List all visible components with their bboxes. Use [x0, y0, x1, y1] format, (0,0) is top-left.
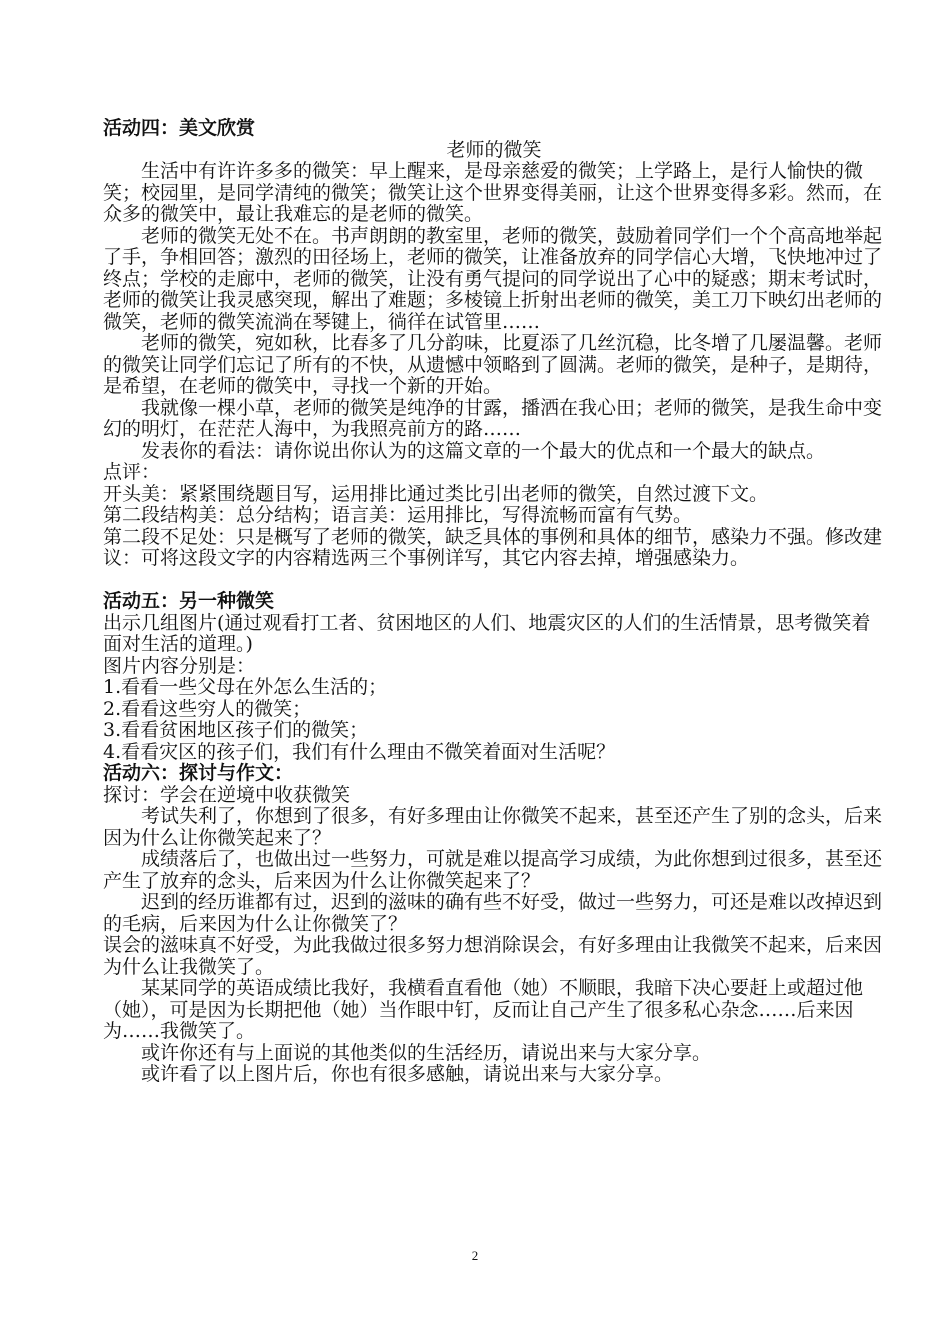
discussion-paragraph-3: 迟到的经历谁都有过，迟到的滋味的确有些不好受，做过一些努力，可还是难以改掉迟到的毛病，后来因为什么让你微笑了？: [103, 891, 883, 935]
section5-list-label: 图片内容分别是：: [103, 654, 256, 677]
essay-paragraph-4: 我就像一棵小草，老师的微笑是纯净的甘露，播洒在我心田；老师的微笑，是我生命中变幻的明灯，在茫茫人海中，为我照亮前方的路……: [103, 396, 883, 440]
discussion-paragraph-7: 或许看了以上图片后，你也有很多感触，请说出来与大家分享。: [141, 1063, 674, 1085]
section5-heading: 活动五：另一种微笑: [103, 590, 275, 612]
list-item: 4.看看灾区的孩子们，我们有什么理由不微笑着面对生活呢？: [103, 740, 616, 763]
section5-intro: 出示几组图片(通过观看打工者、贫困地区的人们、地震灾区的人们的生活情景，思考微笑着面对生活的道理。): [103, 611, 871, 655]
list-item: 2.看看这些穷人的微笑；: [103, 697, 312, 720]
comment-label: 点评：: [103, 461, 161, 483]
page-number: 2: [471, 1248, 479, 1263]
comment-1: 开头美：紧紧围绕题目写，运用排比通过类比引出老师的微笑，自然过渡下文。: [103, 482, 769, 505]
section4-heading: 活动四：美文欣赏: [103, 117, 256, 139]
comment-2: 第二段结构美：总分结构；语言美：运用排比，写得流畅而富有气势。: [103, 504, 693, 526]
essay-paragraph-1: 生活中有许许多多的微笑：早上醒来，是母亲慈爱的微笑；上学路上，是行人愉快的微笑；校园里，是同学清纯的微笑；微笑让这个世界变得美丽，让这个世界变得多彩。然而，在众多的微笑中，最让我难忘的是老师的微笑。: [103, 160, 883, 225]
discussion-paragraph-4: 误会的滋味真不好受，为此我做过很多努力想消除误会，有好多理由让我微笑不起来，后来因为什么让我微笑了。: [103, 934, 883, 978]
list-item: 1.看看一些父母在外怎么生活的；: [103, 676, 388, 698]
essay-paragraph-3: 老师的微笑，宛如秋，比春多了几分韵味，比夏添了几丝沉稳，比冬增了几屡温馨。老师的微笑让同学们忘记了所有的不快，从遗憾中领略到了圆满。老师的微笑，是种子，是期待，是希望，在老师的微笑中，寻找一个新的开始。: [103, 332, 883, 397]
essay-title: 老师的微笑: [446, 138, 542, 161]
opinion-prompt: 发表你的看法：请你说出你认为的这篇文章的一个最大的优点和一个最大的缺点。: [141, 439, 826, 462]
discussion-paragraph-1: 考试失利了，你想到了很多，有好多理由让你微笑不起来，甚至还产生了别的念头，后来因为什么让你微笑起来了？: [103, 805, 883, 849]
discussion-paragraph-6: 或许你还有与上面说的其他类似的生活经历，请说出来与大家分享。: [141, 1041, 712, 1064]
section6-heading: 活动六：探讨与作文：: [103, 762, 294, 784]
discussion-paragraph-5: 某某同学的英语成绩比我好，我横看直看他（她）不顺眼，我暗下决心要赶上或超过他（她），可是因为长期把他（她）当作眼中钉，反而让自己产生了很多私心杂念……后来因为……我微笑了。: [103, 977, 864, 1042]
discussion-paragraph-2: 成绩落后了，也做出过一些努力，可就是难以提高学习成绩，为此你想到过很多，甚至还产生了放弃的念头，后来因为什么让你微笑起来了？: [103, 848, 883, 892]
document-page: [103, 118, 885, 1086]
comment-3: 第二段不足处：只是概写了老师的微笑，缺乏具体的事例和具体的细节，感染力不强。修改建议：可将这段文字的内容精选两三个事例详写，其它内容去掉，增强感染力。: [103, 525, 883, 569]
list-item: 3.看看贫困地区孩子们的微笑；: [103, 719, 369, 741]
discussion-topic: 探讨：学会在逆境中收获微笑: [103, 783, 351, 806]
essay-paragraph-2: 老师的微笑无处不在。书声朗朗的教室里，老师的微笑，鼓励着同学们一个个高高地举起了手，争相回答；激烈的田径场上，老师的微笑，让准备放弃的同学信心大增，飞快地冲过了终点；学校的走廊中，老师的微笑，让没有勇气提问的同学说出了心中的疑惑；期末考试时，老师的微笑让我灵感突现，解出了难题；多棱镜上折射出老师的微笑，美工刀下映幻出老师的微笑，老师的微笑流淌在琴键上，徜徉在试管里……: [103, 224, 883, 333]
